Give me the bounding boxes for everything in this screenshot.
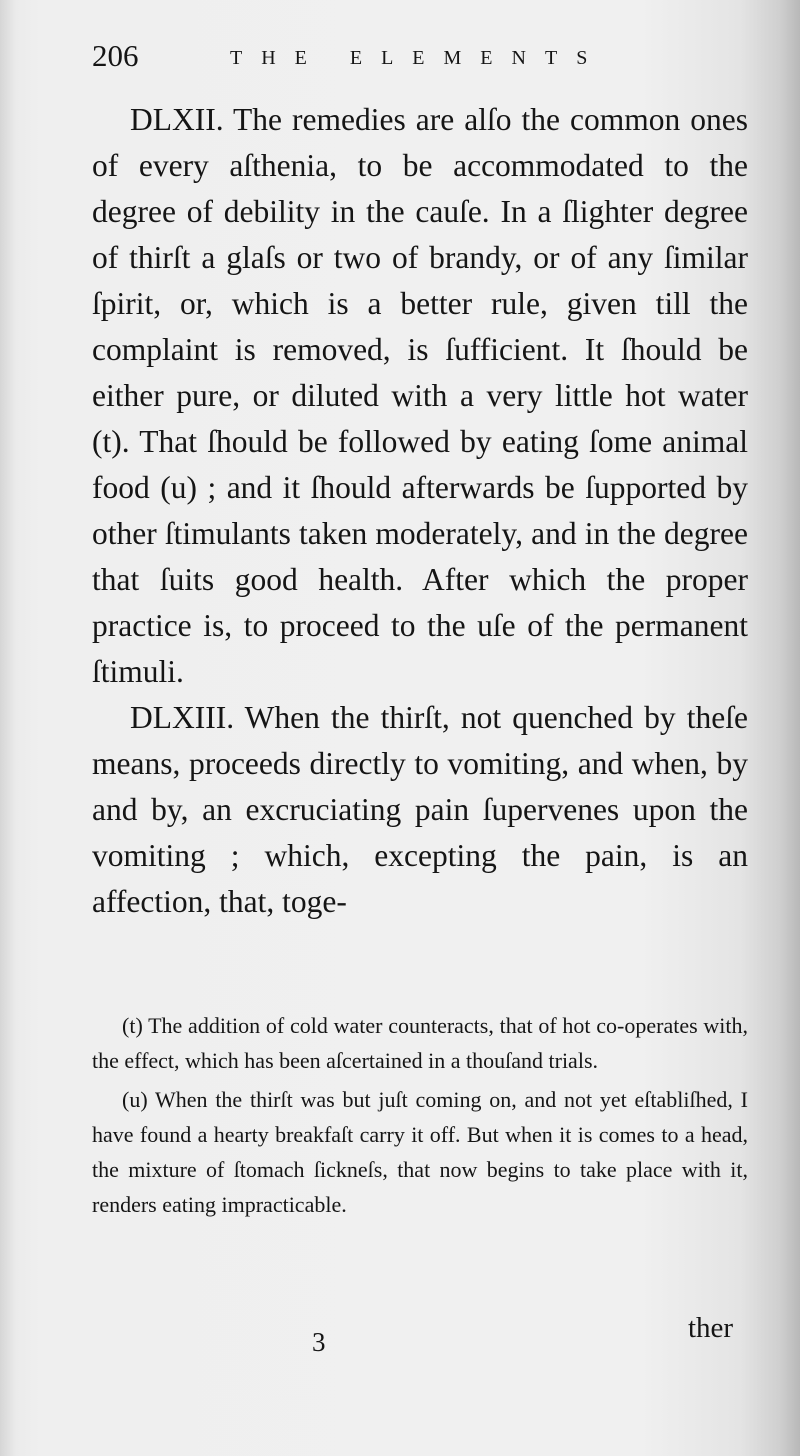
footnote-t: (t) The addition of cold water counteracts, that of hot co-operates with, the effect, which has been aſcertained in a thouſand trials. (92, 1013, 748, 1073)
catchword: ther (688, 1312, 734, 1344)
footnote-u: (u) When the thirſt was but juſt coming on, and not yet eſtabliſhed, I have found a hearty breakfaſt carry it off. But when it is comes to a head, the mixture of ſtomach ſickneſs, that now begins to take place with it, renders eating impracticable. (92, 1087, 748, 1217)
running-head: THE ELEMENTS (230, 47, 607, 69)
paragraph-dlxiii: DLXIII. When the thirſt, not quenched by theſe means, proceeds directly to vomiting, and when, by and by, an excruciating pain ſupervenes upon the vomiting ; which, excepting the pain, is an affection, that, toge- (92, 700, 748, 919)
footnotes (92, 1008, 748, 1226)
main-text (92, 97, 748, 925)
signature-mark: 3 (312, 1327, 326, 1357)
paragraph-dlxii: DLXII. The remedies are alſo the common ones of every aſthenia, to be accommodated to the degree of debility in the cauſe. In a ſlighter degree of thirſt a glaſs or two of brandy, or of any ſimilar ſpirit, or, which is a better rule, given till the complaint is removed, is ſufficient. It ſhould be either pure, or diluted with a very little hot water (t). That ſhould be followed by eating ſome animal food (u) ; and it ſhould afterwards be ſupported by other ſtimulants taken moderately, and in the degree that ſuits good health. After which the proper practice is, to proceed to the uſe of the permanent ſtimuli. (92, 102, 748, 689)
page-number: 206 (92, 38, 139, 73)
